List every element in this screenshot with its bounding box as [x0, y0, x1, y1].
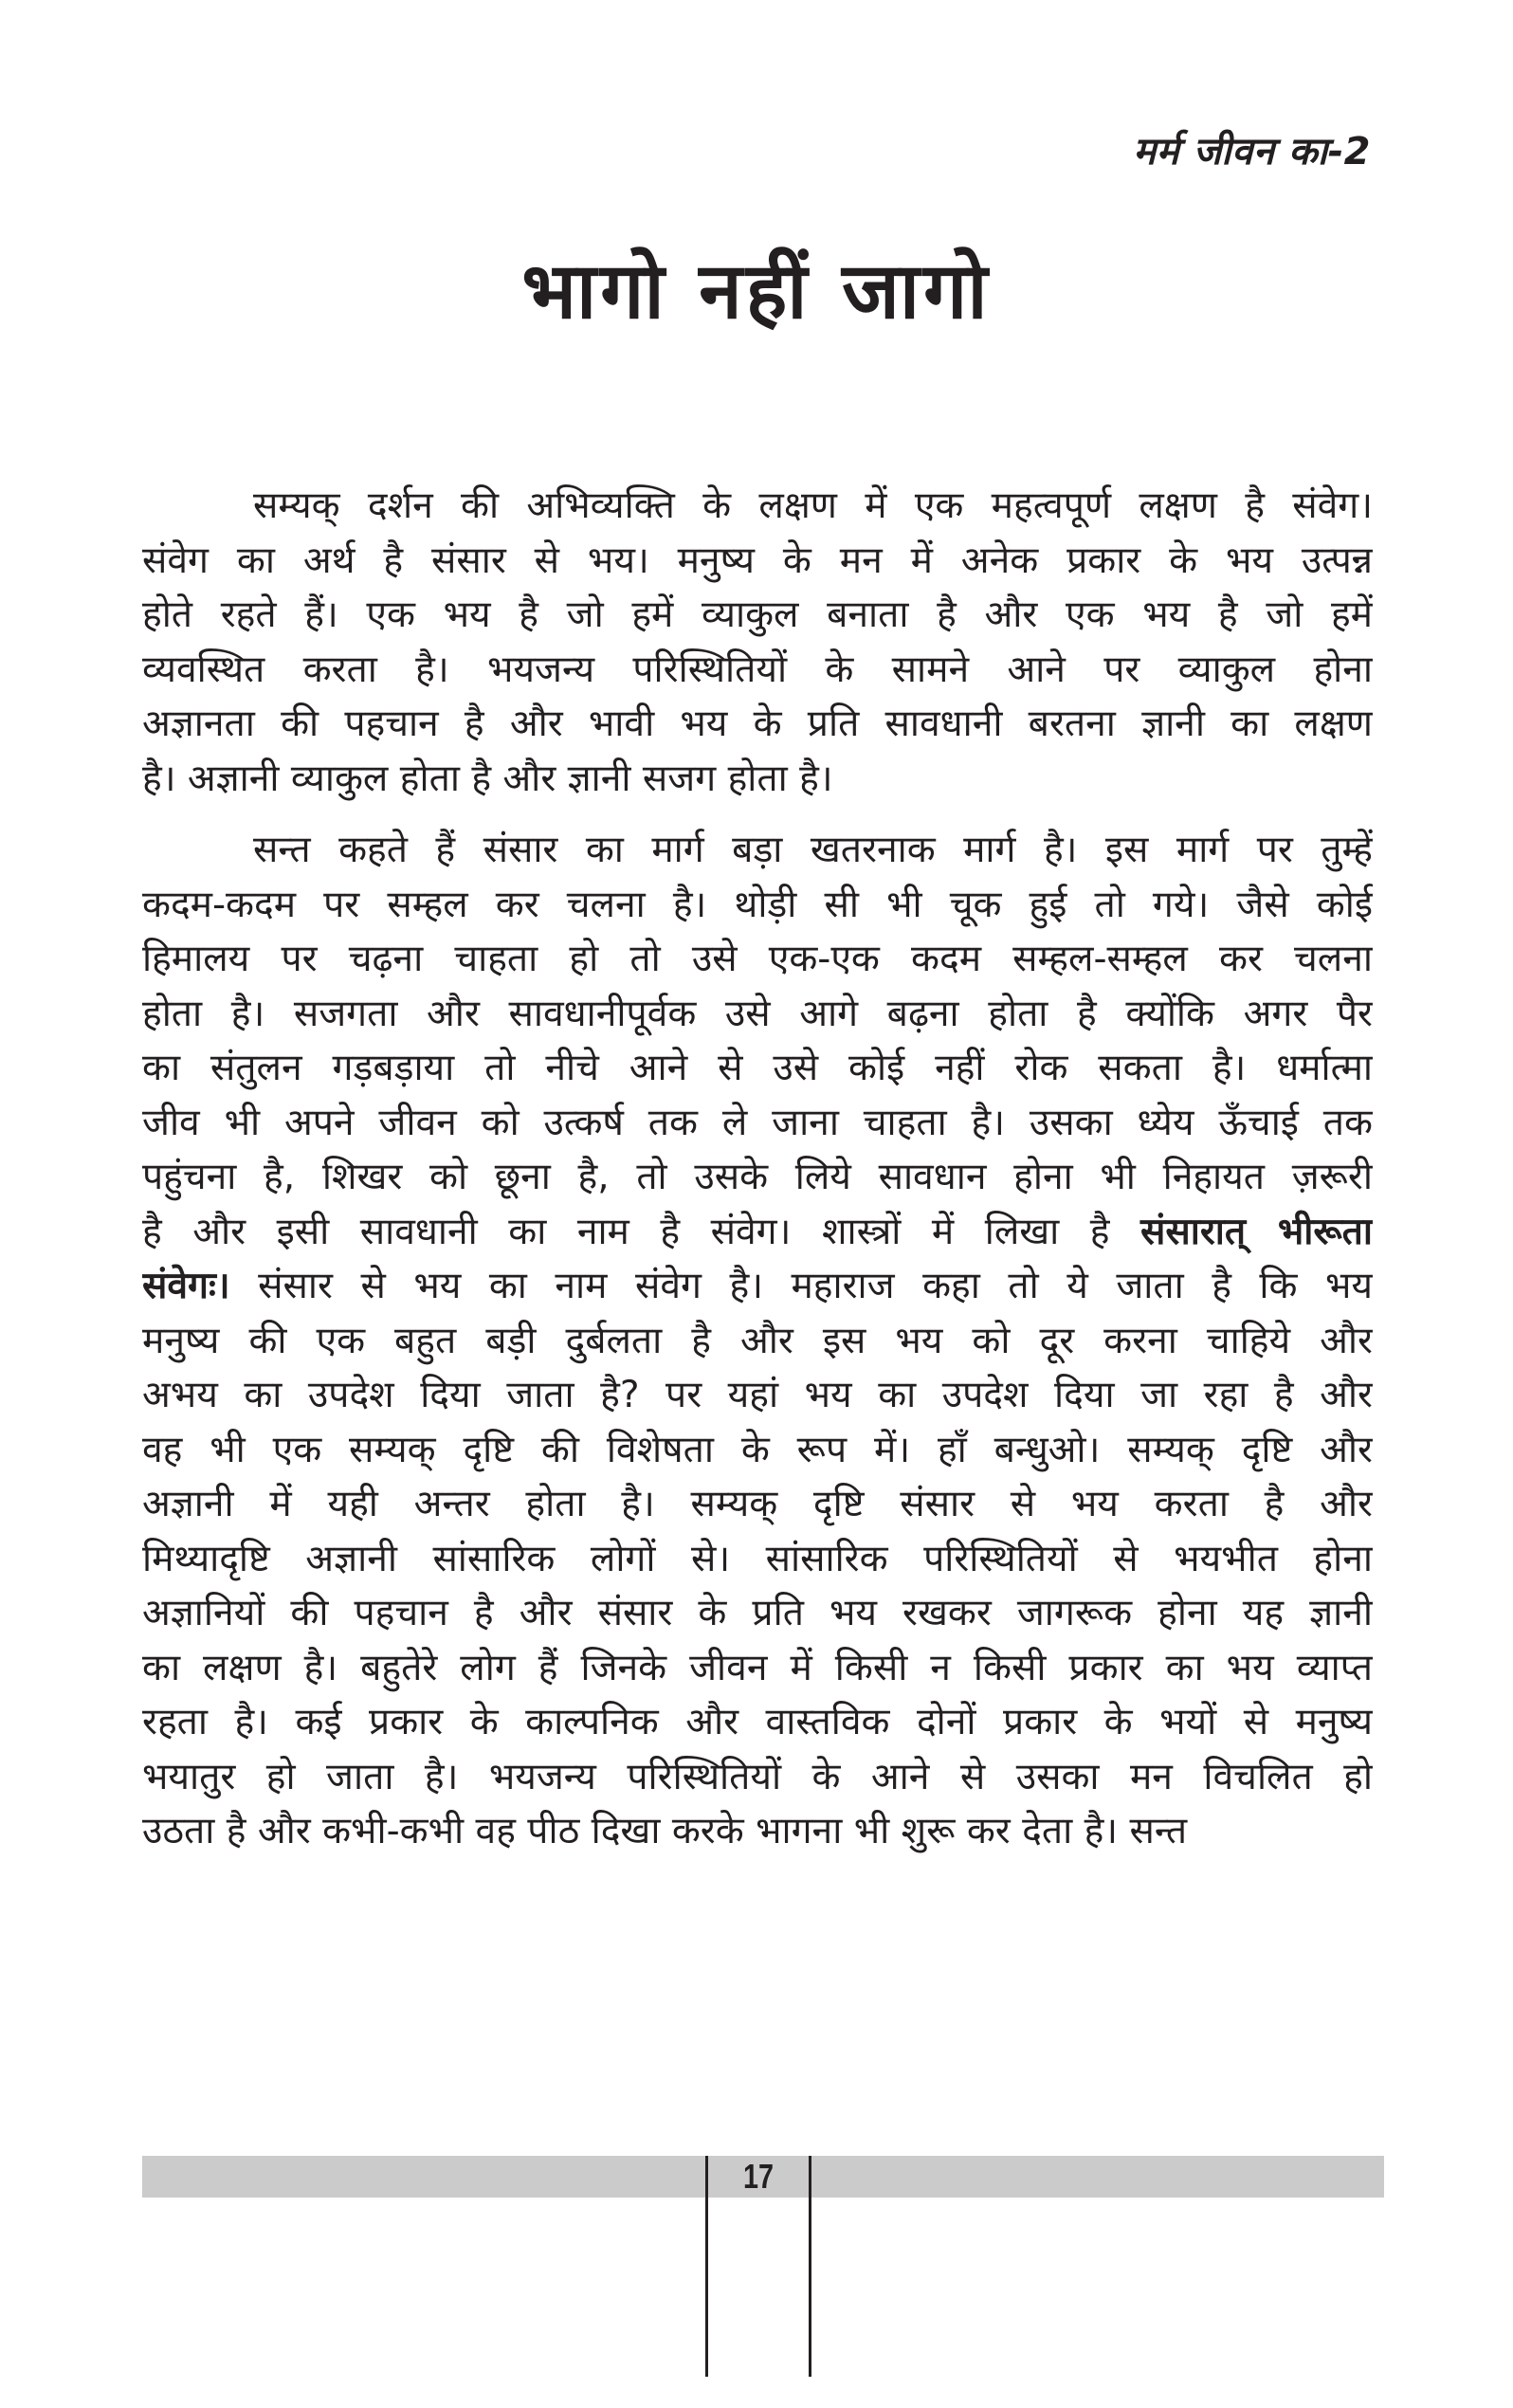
text-line: [142, 588, 1373, 643]
text-segment: व्यवस्थित करता है। भयजन्य परिस्थितियों के सामने आने पर व्याकुल होना: [142, 648, 1373, 691]
text-line: [142, 752, 1373, 807]
text-line: [142, 1532, 1373, 1587]
text-segment: उठता है और कभी-कभी वह पीठ दिखा करके भागना भी शुरू कर देता है। सन्त: [142, 1810, 1188, 1852]
paragraph: [142, 823, 1373, 1859]
text-segment: होते रहते हैं। एक भय है जो हमें व्याकुल बनाता है और एक भय है जो हमें: [142, 593, 1373, 636]
text-segment: मिथ्यादृष्टि अज्ञानी सांसारिक लोगों से। सांसारिक परिस्थितियों से भयभीत होना: [142, 1537, 1373, 1580]
text-segment: का लक्षण है। बहुतेरे लोग हैं जिनके जीवन में किसी न किसी प्रकार का भय व्याप्त: [142, 1646, 1373, 1689]
text-line: [142, 1259, 1373, 1314]
text-line: [142, 534, 1373, 589]
text-line: [142, 643, 1373, 698]
text-segment: भयातुर हो जाता है। भयजन्य परिस्थितियों के आने से उसका मन विचलित हो: [142, 1755, 1373, 1798]
text-segment: मनुष्य की एक बहुत बड़ी दुर्बलता है और इस भय को दूर करना चाहिये और: [142, 1319, 1373, 1362]
text-line: [142, 1205, 1373, 1260]
text-segment: है और इसी सावधानी का नाम है संवेग। शास्त्रों में लिखा है: [142, 1210, 1141, 1253]
footer-rule-right: [809, 2156, 811, 2377]
text-segment: वह भी एक सम्यक् दृष्टि की विशेषता के रूप में। हाँ बन्धुओ। सम्यक् दृष्टि और: [142, 1428, 1373, 1471]
text-line: [142, 1314, 1373, 1369]
text-segment: सम्यक् दर्शन की अभिव्यक्ति के लक्षण में एक महत्वपूर्ण लक्षण है संवेग।: [253, 484, 1373, 527]
bold-quote-text: संसारात् भीरूता: [1140, 1210, 1373, 1253]
chapter-title: भागो नहीं जागो: [521, 246, 992, 337]
text-line: [142, 932, 1373, 987]
text-line: [142, 1096, 1373, 1151]
paragraph: [142, 479, 1373, 806]
text-line: [142, 1750, 1373, 1805]
text-line: [142, 479, 1373, 534]
text-line: [142, 1641, 1373, 1696]
text-line: [142, 878, 1373, 933]
text-segment: अज्ञानियों की पहचान है और संसार के प्रति भय रखकर जागरूक होना यह ज्ञानी: [142, 1592, 1373, 1634]
text-line: [142, 1695, 1373, 1750]
text-segment: संवेग का अर्थ है संसार से भय। मनुष्य के मन में अनेक प्रकार के भय उत्पन्न: [142, 538, 1373, 582]
text-segment: जीव भी अपने जीवन को उत्कर्ष तक ले जाना चाहता है। उसका ध्येय ऊँचाई तक: [142, 1101, 1373, 1144]
text-line: [142, 1368, 1373, 1423]
text-segment: हिमालय पर चढ़ना चाहता हो तो उसे एक-एक कदम सम्हल-सम्हल कर चलना: [142, 938, 1373, 980]
text-line: [142, 697, 1373, 752]
running-head: मर्म जीवन का-2: [1133, 130, 1371, 173]
text-line: [142, 1041, 1373, 1096]
footer-rule-left: [705, 2156, 708, 2377]
page-number: 17: [742, 2157, 775, 2196]
text-segment: कदम-कदम पर सम्हल कर चलना है। थोड़ी सी भी चूक हुई तो गये। जैसे कोई: [142, 883, 1373, 926]
text-segment: अज्ञानता की पहचान है और भावी भय के प्रति सावधानी बरतना ज्ञानी का लक्षण: [142, 702, 1373, 745]
bold-quote-text: संवेगः।: [142, 1265, 230, 1307]
text-segment: का संतुलन गड़बड़ाया तो नीचे आने से उसे कोई नहीं रोक सकता है। धर्मात्मा: [142, 1047, 1373, 1089]
text-line: [142, 823, 1373, 878]
text-segment: रहता है। कई प्रकार के काल्पनिक और वास्तविक दोनों प्रकार के भयों से मनुष्य: [142, 1701, 1373, 1743]
text-segment: है। अज्ञानी व्याकुल होता है और ज्ञानी सजग होता है।: [142, 757, 833, 800]
text-line: [142, 987, 1373, 1042]
text-line: [142, 1804, 1373, 1859]
text-line: [142, 1477, 1373, 1532]
text-segment: अभय का उपदेश दिया जाता है? पर यहां भय का उपदेश दिया जा रहा है और: [142, 1374, 1373, 1416]
text-line: [142, 1150, 1373, 1205]
text-line: [142, 1586, 1373, 1641]
text-line: [142, 1423, 1373, 1478]
body-text: [142, 479, 1373, 1876]
text-segment: होता है। सजगता और सावधानीपूर्वक उसे आगे बढ़ना होता है क्योंकि अगर पैर: [142, 992, 1373, 1035]
text-segment: पहुंचना है, शिखर को छूना है, तो उसके लिये सावधान होना भी निहायत ज़रूरी: [142, 1156, 1373, 1198]
text-segment: संसार से भय का नाम संवेग है। महाराज कहा तो ये जाता है कि भय: [229, 1265, 1373, 1307]
text-segment: सन्त कहते हैं संसार का मार्ग बड़ा खतरनाक मार्ग है। इस मार्ग पर तुम्हें: [253, 829, 1373, 871]
text-segment: अज्ञानी में यही अन्तर होता है। सम्यक् दृष्टि संसार से भय करता है और: [142, 1483, 1373, 1525]
